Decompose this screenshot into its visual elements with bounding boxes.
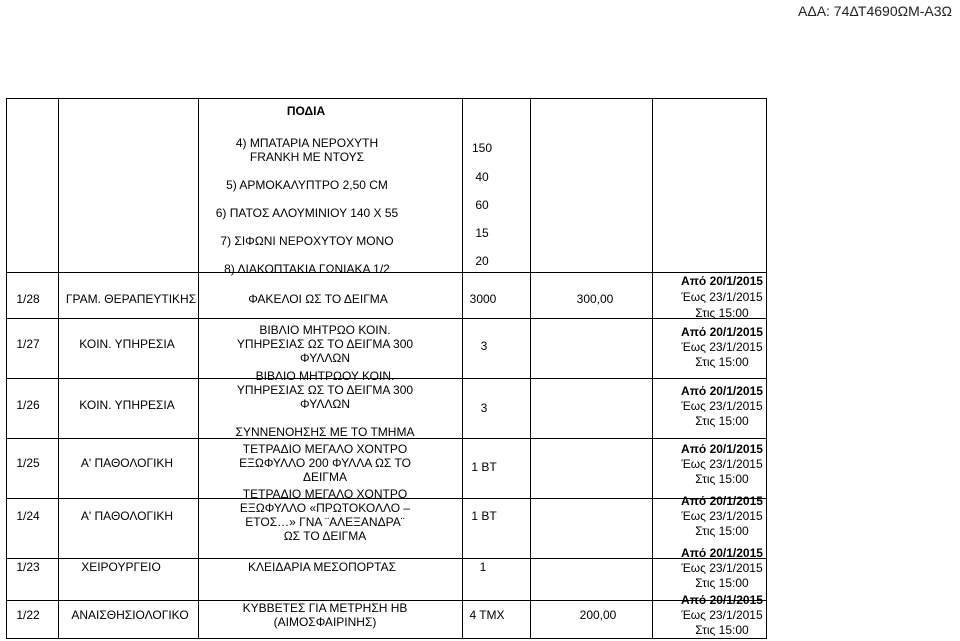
row-description: ΒΙΒΛΙΟ ΜΗΤΡΩΟ ΚΟΙΝ.	[259, 323, 391, 337]
item-quantity: 15	[475, 226, 489, 240]
row-description: ΦΥΛΛΩΝ	[300, 351, 350, 365]
item-line: FRANKH ΜΕ ΝΤΟΥΣ	[249, 150, 365, 164]
row-description: ΥΠΗΡΕΣΙΑΣ ΩΣ ΤΟ ΔΕΙΓΜΑ 300	[236, 383, 414, 397]
deadline-from: Από 20/1/2015	[681, 593, 763, 607]
row-quantity: 4 ΤΜΧ	[469, 608, 505, 622]
item-line: 8) ΔΙΑΚΟΠΤΑΚΙΑ ΓΩΝΙΑΚΑ 1/2	[224, 262, 390, 276]
deadline-until: Έως 23/1/2015	[681, 340, 763, 354]
row-description: ΥΠΗΡΕΣΙΑΣ ΩΣ ΤΟ ΔΕΙΓΜΑ 300	[236, 337, 414, 351]
row-description: ΚΛΕΙΔΑΡΙΑ ΜΕΣΟΠΟΡΤΑΣ	[247, 560, 396, 574]
deadline-time: Στις 15:00	[695, 472, 749, 486]
row-description: ΕΤΟΣ…» ΓΝΑ ¨ΑΛΕΞΑΝΔΡΑ¨	[245, 515, 405, 529]
row-department: ΑΝΑΙΣΘΗΣΙΟΛΟΓΙΚΟ	[71, 608, 189, 622]
row-description: ΚΥΒΒΕΤΕΣ ΓΙΑ ΜΕΤΡΗΣΗ ΗΒ	[242, 601, 408, 615]
row-department: Α' ΠΑΘΟΛΟΓΙΚΗ	[80, 456, 174, 470]
deadline-from: Από 20/1/2015	[681, 442, 763, 456]
row-quantity: 1 ΒΤ	[471, 509, 497, 523]
row-id: 1/24	[16, 509, 40, 523]
item-line: 4) ΜΠΑΤΑΡΙΑ ΝΕΡΟΧΥΤΗ	[235, 136, 379, 150]
row-quantity: 3	[480, 339, 488, 353]
row-description: ΒΙΒΛΙΟ ΜΗΤΡΩΟΥ ΚΟΙΝ.	[255, 369, 395, 383]
row-department: ΚΟΙΝ. ΥΠΗΡΕΣΙΑ	[79, 398, 175, 412]
deadline-until: Έως 23/1/2015	[681, 399, 763, 413]
deadline-time: Στις 15:00	[695, 576, 749, 590]
row-price: 200,00	[579, 608, 617, 622]
row-department: ΚΟΙΝ. ΥΠΗΡΕΣΙΑ	[79, 337, 175, 351]
deadline-from: Από 20/1/2015	[681, 325, 763, 339]
row-department: ΧΕΙΡΟΥΡΓΕΙΟ	[81, 560, 161, 574]
row-description: ΕΞΩΦΥΛΛΟ «ΠΡΩΤΟΚΟΛΛΟ –	[239, 501, 411, 515]
row-quantity: 1	[479, 560, 487, 574]
row-id: 1/27	[16, 337, 40, 351]
deadline-until: Έως 23/1/2015	[681, 290, 763, 304]
row-id: 1/26	[16, 398, 40, 412]
row-description: ΣΥΝΝΕΝΟΗΣΗΣ ΜΕ ΤΟ ΤΜΗΜΑ	[235, 425, 415, 439]
deadline-time: Στις 15:00	[695, 524, 749, 538]
deadline-from: Από 20/1/2015	[681, 494, 763, 508]
row-description: ΕΞΩΦΥΛΛΟ 200 ΦΥΛΛΑ ΩΣ ΤΟ	[239, 456, 411, 470]
row-id: 1/25	[16, 456, 40, 470]
row-department: Α' ΠΑΘΟΛΟΓΙΚΗ	[80, 509, 174, 523]
item-quantity: 150	[471, 141, 493, 155]
row-id: 1/28	[16, 292, 40, 306]
row-description: ΩΣ ΤΟ ΔΕΙΓΜΑ	[283, 529, 367, 543]
deadline-until: Έως 23/1/2015	[681, 457, 763, 471]
row-description: (ΑΙΜΟΣΦΑΙΡΙΝΗΣ)	[273, 615, 377, 629]
row-quantity: 1 ΒΤ	[471, 460, 497, 474]
row-department: ΓΡΑΜ. ΘΕΡΑΠΕΥΤΙΚΗΣ	[65, 292, 197, 306]
row-description: ΦΑΚΕΛΟΙ ΩΣ ΤΟ ΔΕΙΓΜΑ	[248, 292, 388, 306]
row-description: ΔΕΙΓΜΑ	[303, 470, 347, 484]
item-quantity: 40	[475, 170, 489, 184]
item-line: 5) ΑΡΜΟΚΑΛΥΠΤΡΟ 2,50 CM	[226, 178, 388, 192]
deadline-until: Έως 23/1/2015	[681, 561, 763, 575]
deadline-time: Στις 15:00	[695, 306, 749, 320]
deadline-until: Έως 23/1/2015	[681, 608, 763, 622]
row-description: ΦΥΛΛΩΝ	[300, 397, 350, 411]
deadline-time: Στις 15:00	[695, 355, 749, 369]
items-title: ΠΟΔΙΑ	[286, 104, 326, 118]
item-line: 6) ΠΑΤΟΣ ΑΛΟΥΜΙΝΙΟΥ 140 Χ 55	[215, 206, 399, 220]
row-quantity: 3	[480, 401, 488, 415]
item-line: 7) ΣΙΦΩΝΙ ΝΕΡΟΧΥΤΟΥ ΜΟΝΟ	[220, 234, 394, 248]
row-id: 1/23	[16, 560, 40, 574]
row-id: 1/22	[16, 608, 40, 622]
document-code-header: ΑΔΑ: 74ΔΤ4690ΩΜ-Α3Ω	[798, 3, 952, 19]
row-description: ΤΕΤΡΑΔΙΟ ΜΕΓΑΛΟ ΧΟΝΤΡΟ	[242, 442, 408, 456]
row-quantity: 3000	[469, 292, 497, 306]
deadline-from: Από 20/1/2015	[681, 384, 763, 398]
deadline-from: Από 20/1/2015	[681, 546, 763, 560]
item-quantity: 20	[475, 254, 489, 268]
item-quantity: 60	[475, 198, 489, 212]
deadline-from: Από 20/1/2015	[681, 274, 763, 288]
deadline-time: Στις 15:00	[695, 623, 749, 637]
row-price: 300,00	[576, 292, 614, 306]
deadline-time: Στις 15:00	[695, 414, 749, 428]
deadline-until: Έως 23/1/2015	[681, 509, 763, 523]
row-description: ΤΕΤΡΑΔΙΟ ΜΕΓΑΛΟ ΧΟΝΤΡΟ	[242, 487, 408, 501]
